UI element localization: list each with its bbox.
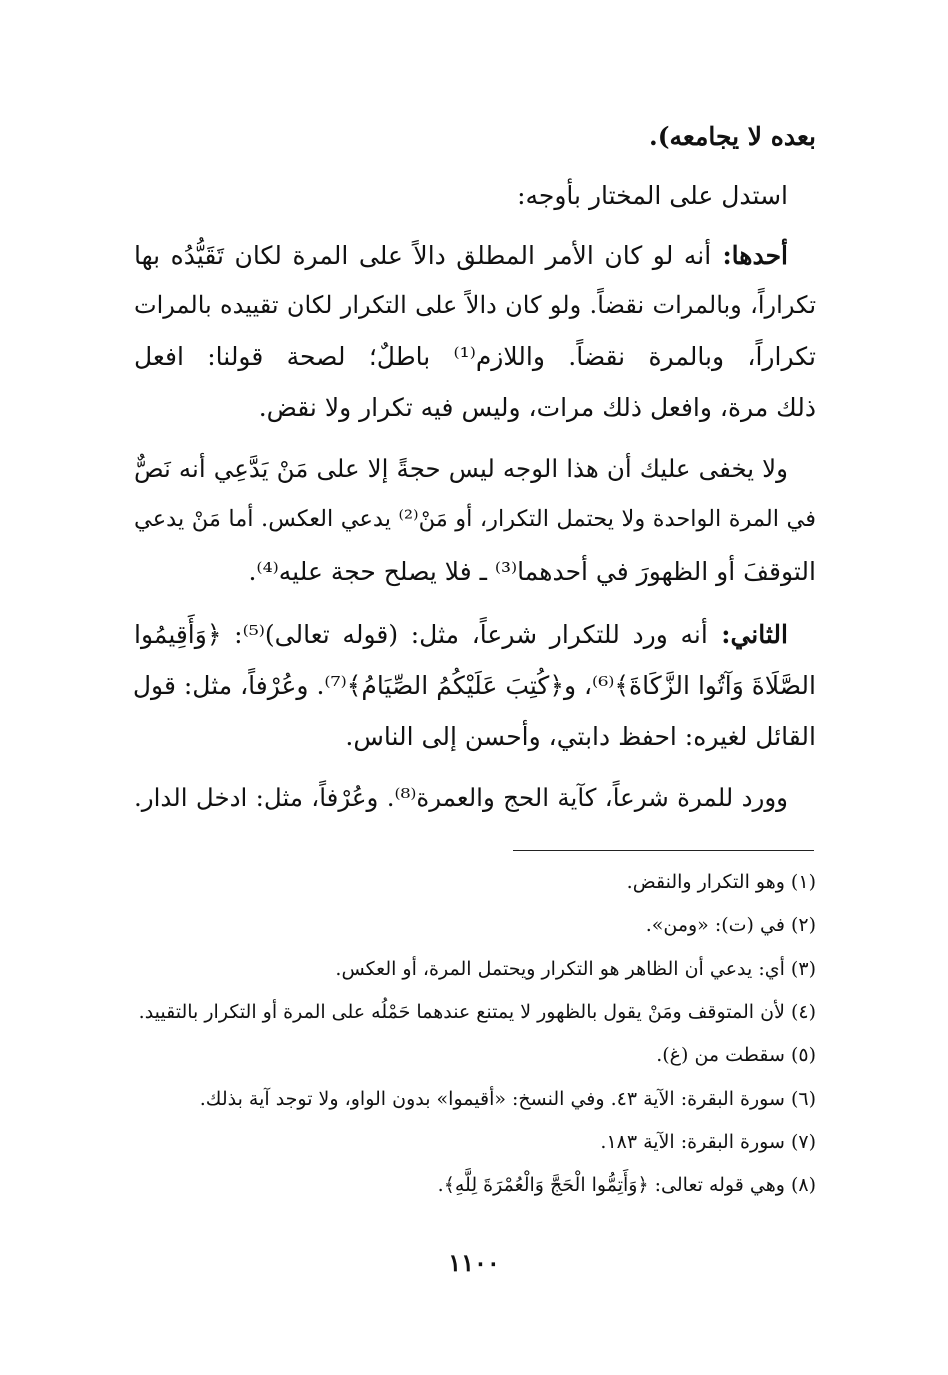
footnote-6: (٦) سورة البقرة: الآية ٤٣. وفي النسخ: «أقيموا» بدون الواو، ولا توجد آية بذلك. <box>199 1088 816 1110</box>
text-line-4: تكراراً، وبالمرات نقضاً. ولو كان دالاً على التكرار لكان تقييده بالمرات <box>134 291 816 319</box>
point-heading: الثاني: <box>707 620 788 649</box>
text-line-5: تكراراً، وبالمرة نقضاً. واللازم⁽¹⁾ باطلٌ؛ لصحة قولنا: افعل <box>134 342 817 371</box>
text-line-11: الصَّلَاةَ وَآتُوا الزَّكَاةَ﴾⁽⁶⁾، و﴿كُتِبَ عَلَيْكُمُ الصِّيَامُ﴾⁽⁷⁾. وعُرْفاً، مثل: قول <box>132 671 816 700</box>
text-line-13: وورد للمرة شرعاً، كآية الحج والعمرة⁽⁸⁾. وعُرْفاً، مثل: ادخل الدار. <box>134 783 789 812</box>
footnote-5: (٥) سقطت من (غ). <box>656 1044 816 1066</box>
footnote-separator <box>513 850 814 851</box>
footnote-4: (٤) لأن المتوقف ومَنْ يقول بالظهور لا يمتنع عندهما حَمْلُه على المرة أو التكرار بالتقييد. <box>138 1001 816 1023</box>
footnote-2: (٢) في (ت): «ومن». <box>645 914 816 936</box>
footnote-3: (٣) أي: يدعي أن الظاهر هو التكرار ويحتمل المرة، أو العكس. <box>335 958 816 980</box>
footnote-8: (٨) وهي قوله تعالى: ﴿وَأَتِمُّوا الْحَجَّ وَالْعُمْرَةَ لِلَّهِ﴾. <box>437 1174 816 1196</box>
text-line-7: ولا يخفى عليك أن هذا الوجه ليس حجةً إلا على مَنْ يَدَّعِي أنه نَصٌّ <box>134 454 788 483</box>
text-line-12: القائل لغيره: احفظ دابتي، وأحسن إلى الناس. <box>345 722 816 751</box>
page-number: ١١٠٠ <box>448 1248 500 1277</box>
footnote-7: (٧) سورة البقرة: الآية ١٨٣. <box>600 1131 816 1153</box>
text-line-6: ذلك مرة، وافعل ذلك مرات، وليس فيه تكرار ولا نقض. <box>258 393 816 422</box>
text-line-3: أحدها: أنه لو كان الأمر المطلق دالاً على المرة لكان تَقَيُّدُه بها <box>134 241 788 270</box>
text-line-10: الثاني: أنه ورد للتكرار شرعاً، مثل: (قوله تعالى)⁽⁵⁾: ﴿وَأَقِيمُوا <box>134 620 788 649</box>
text-line-8: في المرة الواحدة ولا يحتمل التكرار، أو مَنْ⁽²⁾ يدعي العكس. أما مَنْ يدعي <box>134 506 817 532</box>
text-line-9: التوقفَ أو الظهورَ في أحدهما⁽³⁾ ـ فلا يصلح حجة عليه⁽⁴⁾. <box>248 557 816 586</box>
footnote-1: (١) وهو التكرار والنقض. <box>626 871 816 893</box>
text-line-1: بعده لا يجامعه). <box>648 122 816 151</box>
point-heading: أحدها: <box>711 241 788 270</box>
text-line-2: استدل على المختار بأوجه: <box>517 181 788 210</box>
